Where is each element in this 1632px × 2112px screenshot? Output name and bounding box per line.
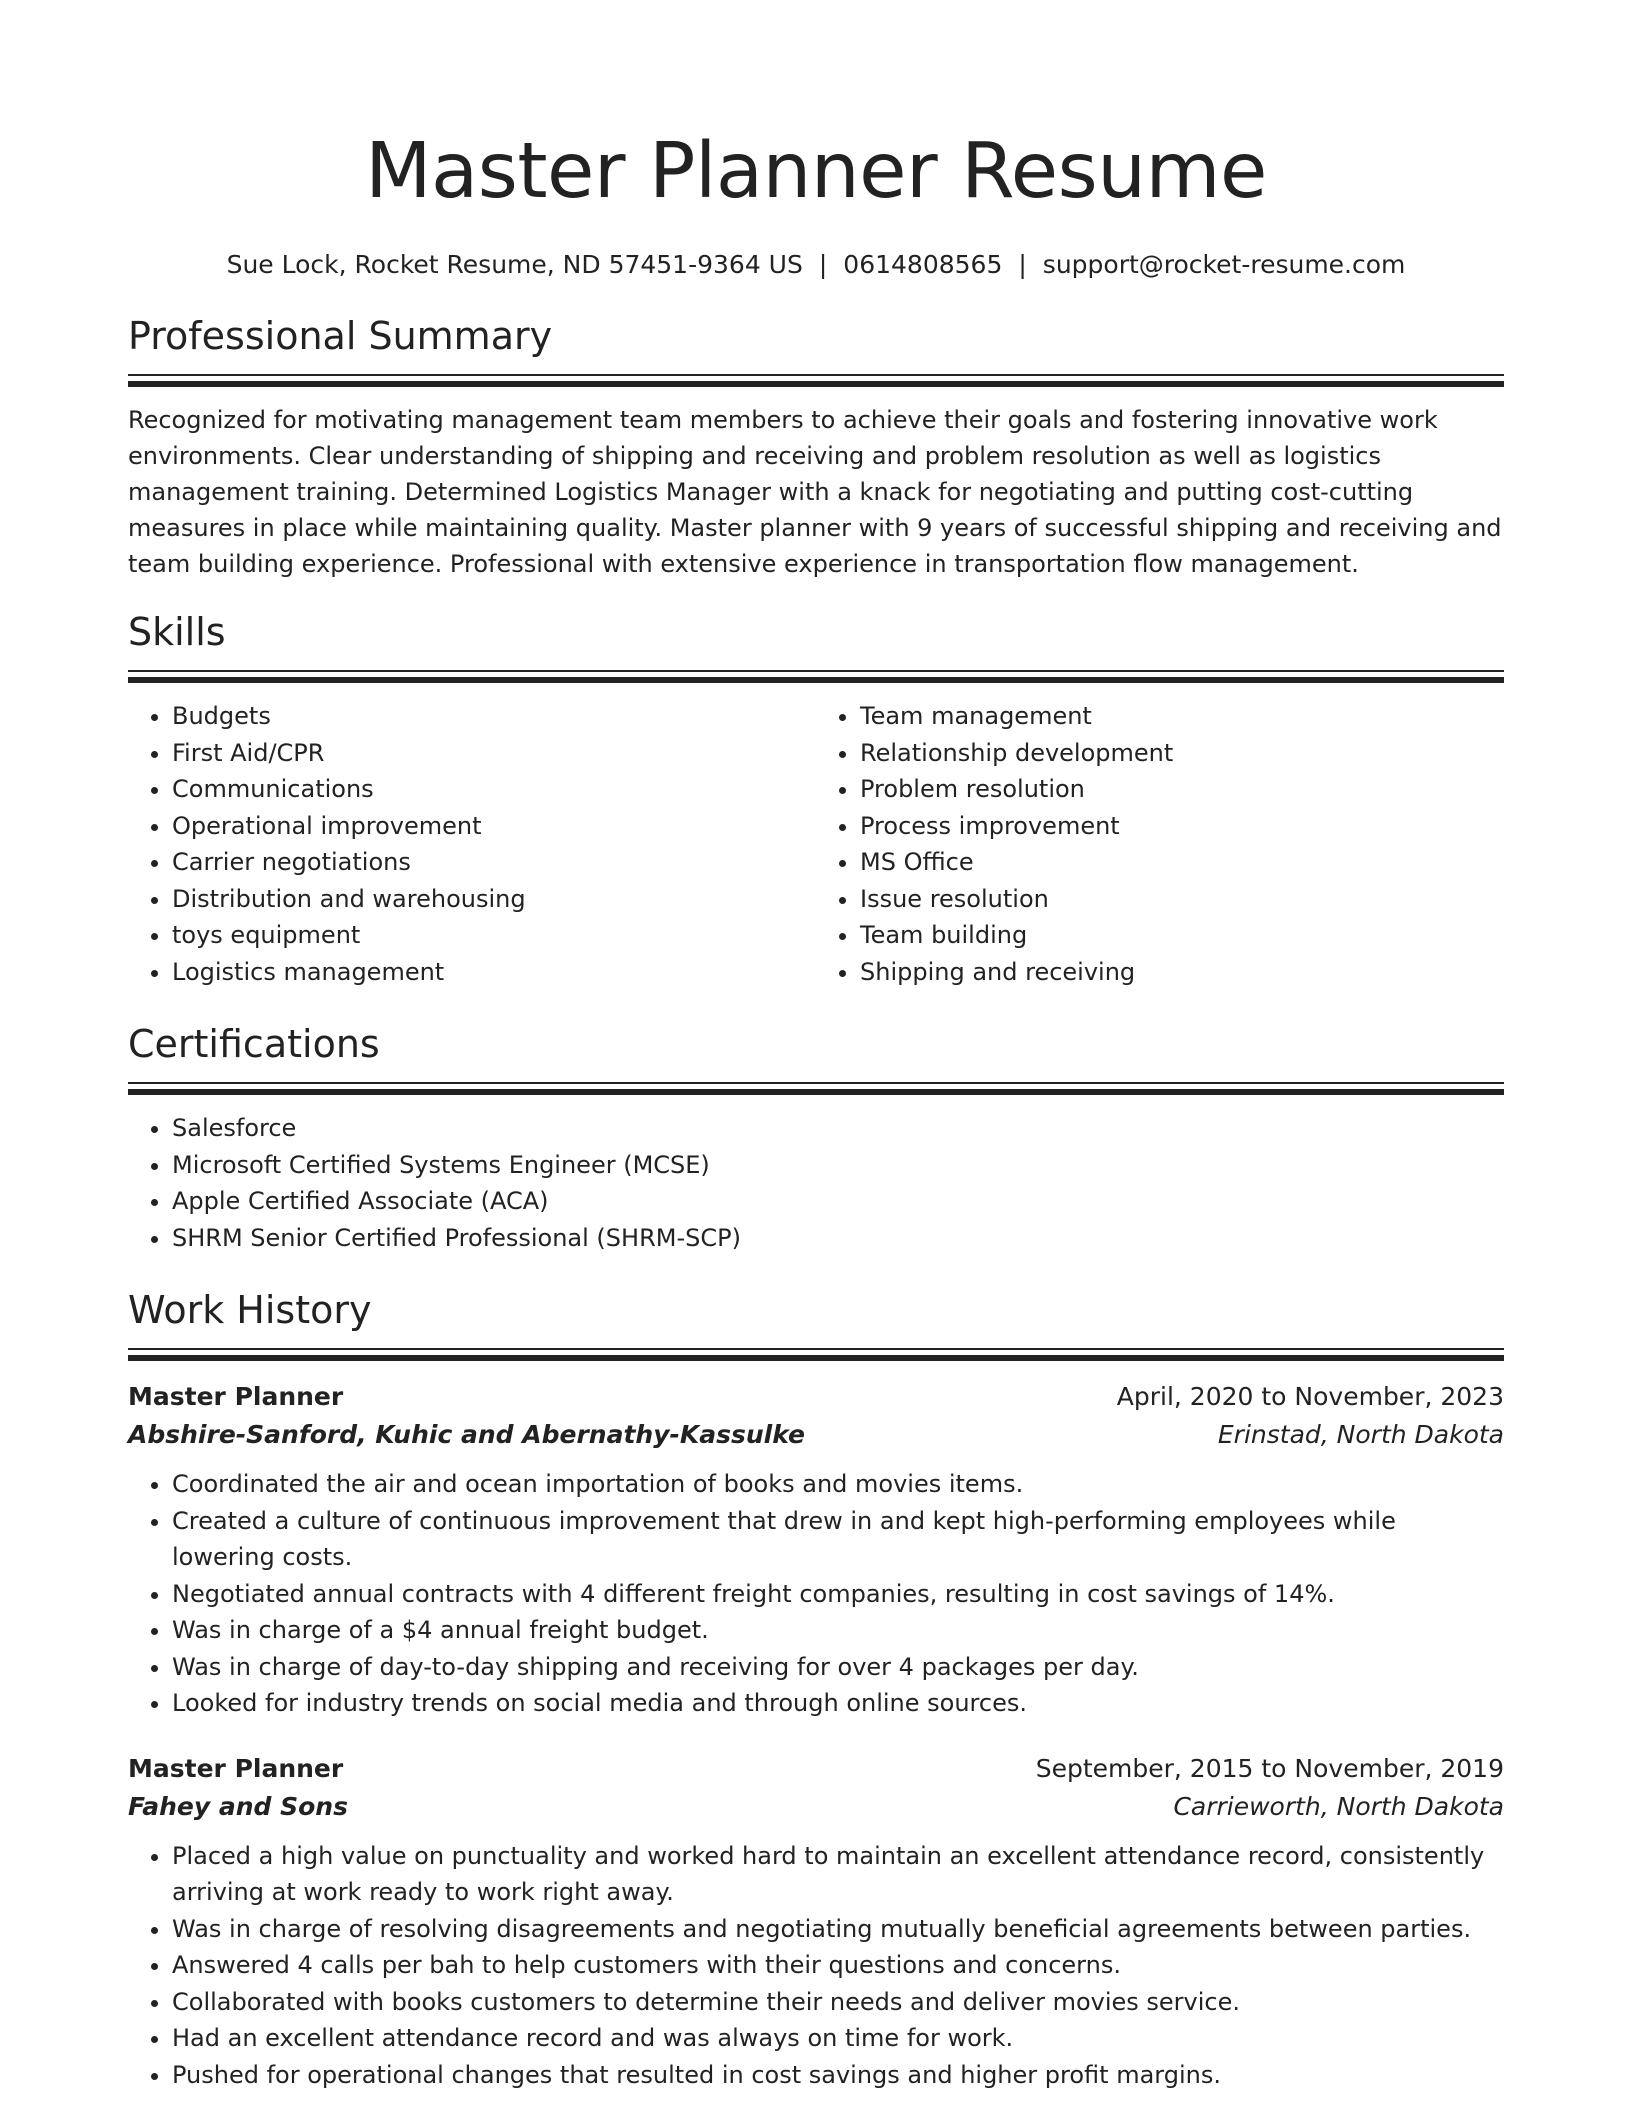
skill-item: • Team building: [860, 917, 1504, 954]
skill-item: • MS Office: [860, 844, 1504, 881]
skill-item: • Shipping and receiving: [860, 954, 1504, 991]
skills-section: [128, 608, 1504, 990]
contact-phone: 0614808565: [843, 250, 1003, 279]
skill-item: • Carrier negotiations: [172, 844, 816, 881]
job-company-row: [128, 1788, 1504, 1826]
job-company-row: [128, 1416, 1504, 1454]
job-bullets: [128, 1466, 1504, 1722]
job-bullets: [128, 1838, 1504, 2094]
summary-heading: Professional Summary: [128, 314, 553, 358]
skills-grid: [128, 698, 1504, 990]
job-bullet: • Collaborated with books customers to determine their needs and deliver movies service.: [172, 1984, 1504, 2021]
skill-item: • Problem resolution: [860, 771, 1504, 808]
contact-separator: |: [1018, 250, 1027, 279]
skill-item: • Process improvement: [860, 808, 1504, 845]
section-divider: [128, 670, 1504, 682]
skill-item: • Team management: [860, 698, 1504, 735]
contact-address: Sue Lock, Rocket Resume, ND 57451-9364 US: [226, 250, 803, 279]
certifications-section: [128, 1020, 1504, 1256]
skill-item: • Distribution and warehousing: [172, 881, 816, 918]
job-title: Master Planner: [128, 1753, 344, 1783]
skill-item: • toys equipment: [172, 917, 816, 954]
job-bullet: • Was in charge of a $4 annual freight budget.: [172, 1612, 1504, 1649]
job-bullet: • Coordinated the air and ocean importation of books and movies items.: [172, 1466, 1504, 1503]
job-header-row: [128, 1378, 1504, 1416]
certification-item: • Apple Certified Associate (ACA): [172, 1183, 1504, 1220]
certification-item: • Salesforce: [172, 1110, 1504, 1147]
job-bullet: • Pushed for operational changes that resulted in cost savings and higher profit margins.: [172, 2057, 1504, 2094]
job-location: Carrieworth, North Dakota: [1173, 1791, 1504, 1821]
skill-item: • Operational improvement: [172, 808, 816, 845]
section-divider: [128, 374, 1504, 386]
job-company: Fahey and Sons: [128, 1791, 348, 1821]
skills-heading: Skills: [128, 610, 226, 654]
contact-separator: |: [818, 250, 828, 279]
work-history-section: [128, 1286, 1504, 2093]
certifications-list: [128, 1110, 1504, 1256]
certification-item: • SHRM Senior Certified Professional (SHRM-SCP): [172, 1220, 1504, 1257]
job-entry: [128, 1750, 1504, 2094]
job-location: Erinstad, North Dakota: [1217, 1420, 1504, 1449]
job-company: Abshire-Sanford, Kuhic and Abernathy-Kassulke: [128, 1420, 805, 1449]
job-bullet: • Negotiated annual contracts with 4 different freight companies, resulting in cost savings of 14%.: [172, 1576, 1504, 1613]
job-bullet: • Placed a high value on punctuality and worked hard to maintain an excellent attendance record, consistently arriving at work ready to work right away.: [172, 1838, 1504, 1911]
contact-email[interactable]: support@rocket-resume.com: [1042, 250, 1406, 279]
job-bullet: • Was in charge of day-to-day shipping and receiving for over 4 packages per day.: [172, 1649, 1504, 1686]
certifications-heading: Certifications: [128, 1022, 380, 1066]
job-dates: April, 2020 to November, 2023: [1116, 1382, 1504, 1411]
job-bullet: • Answered 4 calls per bah to help customers with their questions and concerns.: [172, 1947, 1504, 1984]
skill-item: • Relationship development: [860, 735, 1504, 772]
summary-text: Recognized for motivating management team members to achieve their goals and fostering innovative work environments. Clear understanding of shipping and receiving and problem resolution as well as logistics management training. Determined Logistics Manager with a knack for negotiating and putting cost-cutting measures in place while maintaining quality. Master planner with 9 years of successful shipping and receiving and team building experience. Professional with extensive experience in transportation flow management.: [128, 406, 1502, 578]
job-title: Master Planner: [128, 1382, 344, 1411]
skills-list-right: [816, 698, 1504, 990]
certification-item: • Microsoft Certified Systems Engineer (MCSE): [172, 1147, 1504, 1184]
job-bullet: • Looked for industry trends on social media and through online sources.: [172, 1685, 1504, 1722]
skill-item: • First Aid/CPR: [172, 735, 816, 772]
skill-item: • Issue resolution: [860, 881, 1504, 918]
skill-item: • Budgets: [172, 698, 816, 735]
job-header-row: [128, 1750, 1504, 1788]
job-dates: September, 2015 to November, 2019: [1035, 1753, 1504, 1783]
job-bullet: • Had an excellent attendance record and was always on time for work.: [172, 2020, 1504, 2057]
skill-item: • Communications: [172, 771, 816, 808]
skill-item: • Logistics management: [172, 954, 816, 991]
job-entry: [128, 1378, 1504, 1722]
job-bullet: • Created a culture of continuous improvement that drew in and kept high-performing employees while lowering costs.: [172, 1503, 1504, 1576]
skills-list-left: [128, 698, 816, 990]
job-bullet: • Was in charge of resolving disagreements and negotiating mutually beneficial agreements between parties.: [172, 1911, 1504, 1948]
section-divider: [128, 1082, 1504, 1094]
resume-title: Master Planner Resume: [365, 127, 1267, 216]
summary-section: [128, 312, 1504, 582]
work-history-heading: Work History: [128, 1288, 372, 1332]
contact-line: [128, 248, 1504, 282]
section-divider: [128, 1348, 1504, 1360]
